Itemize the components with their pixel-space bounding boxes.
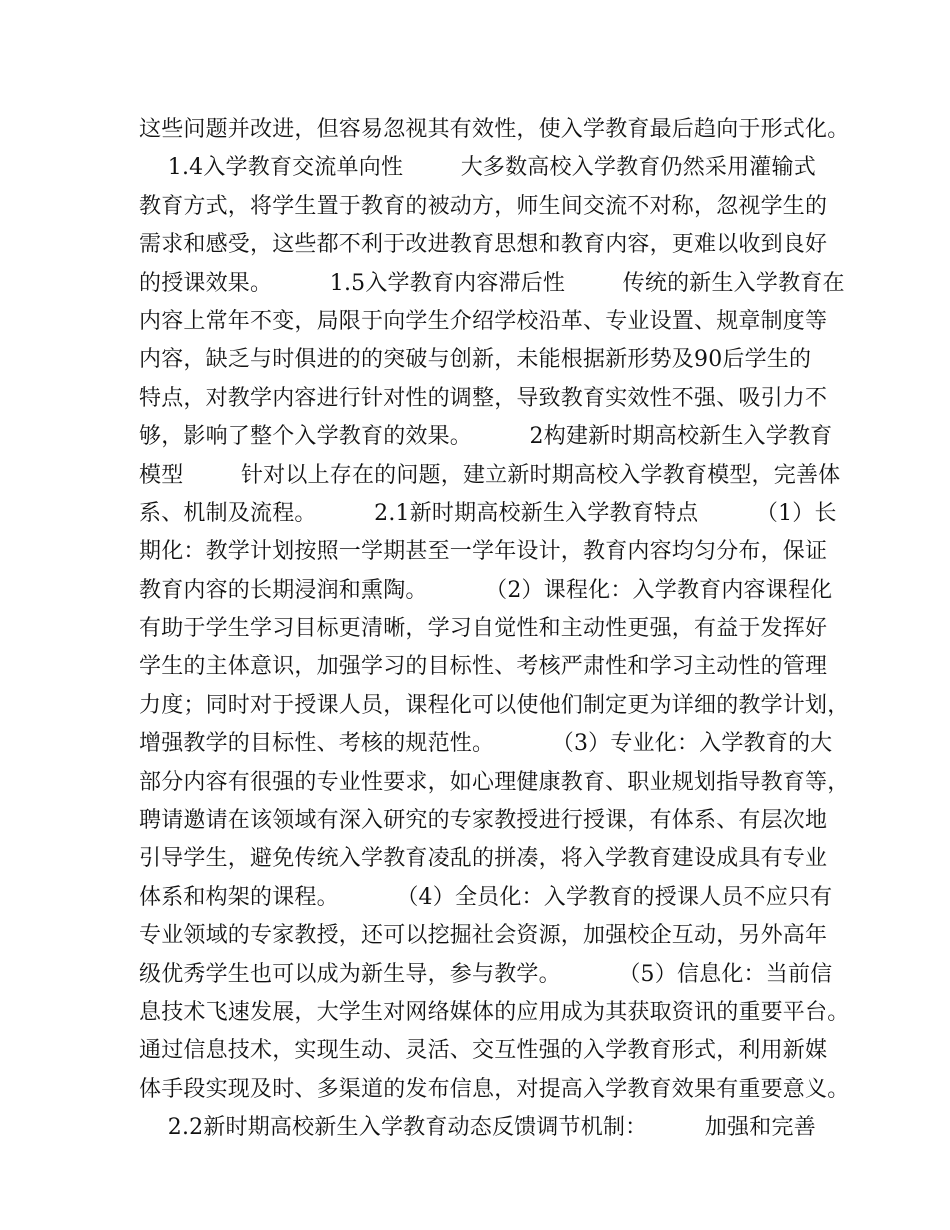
text-line: 需求和感受，这些都不利于改进教育思想和教育内容，更难以收到良好 [139, 232, 828, 258]
text-line: 专业领域的专家教授，还可以挖掘社会资源，加强校企互动，另外高年 [139, 923, 828, 949]
text-line: 2.2新时期高校新生入学教育动态反馈调节机制： 加强和完善 [139, 1115, 816, 1141]
text-line: 级优秀学生也可以成为新生导，参与教学。 （5）信息化：当前信 [139, 961, 833, 987]
text-line: 1.4入学教育交流单向性 大多数高校入学教育仍然采用灌输式 [139, 155, 816, 181]
text-line: 息技术飞速发展，大学生对网络媒体的应用成为其获取资讯的重要平台。 [139, 999, 850, 1025]
text-line: 够，影响了整个入学教育的效果。 2构建新时期高校新生入学教育 [139, 424, 833, 450]
text-line: 引导学生，避免传统入学教育凌乱的拼凑，将入学教育建设成具有专业 [139, 846, 828, 872]
text-line: 教育内容的长期浸润和熏陶。 （2）课程化：入学教育内容课程化 [139, 577, 833, 603]
text-line: 增强教学的目标性、考核的规范性。 （3）专业化：入学教育的大 [139, 731, 833, 757]
text-line: 力度；同时对于授课人员，课程化可以使他们制定更为详细的教学计划， [139, 692, 850, 718]
text-line: 内容上常年不变，局限于向学生介绍学校沿革、专业设置、规章制度等 [139, 308, 828, 334]
body-text [139, 111, 850, 1148]
text-line: 系、机制及流程。 2.1新时期高校新生入学教育特点 （1）长 [139, 500, 837, 526]
text-line: 有助于学生学习目标更清晰，学习自觉性和主动性更强，有益于发挥好 [139, 616, 828, 642]
text-line: 期化：教学计划按照一学期甚至一学年设计，教育内容均匀分布，保证 [139, 539, 828, 565]
text-line: 的授课效果。 1.5入学教育内容滞后性 传统的新生入学教育在 [139, 270, 845, 296]
text-line: 体手段实现及时、多渠道的发布信息，对提高入学教育效果有重要意义。 [139, 1076, 850, 1102]
text-line: 教育方式，将学生置于教育的被动方，师生间交流不对称，忽视学生的 [139, 193, 828, 219]
text-line: 模型 针对以上存在的问题，建立新时期高校入学教育模型，完善体 [139, 462, 841, 488]
text-line: 特点，对教学内容进行针对性的调整，导致教育实效性不强、吸引力不 [139, 385, 828, 411]
text-line: 内容，缺乏与时俱进的的突破与创新，未能根据新形势及90后学生的 [139, 347, 812, 373]
text-line: 这些问题并改进，但容易忽视其有效性，使入学教育最后趋向于形式化。 [139, 117, 850, 142]
text-line: 部分内容有很强的专业性要求，如心理健康教育、职业规划指导教育等， [139, 769, 850, 795]
text-line: 通过信息技术，实现生动、灵活、交互性强的入学教育形式，利用新媒 [139, 1038, 828, 1064]
text-line: 学生的主体意识，加强学习的目标性、考核严肃性和学习主动性的管理 [139, 654, 828, 680]
text-line: 体系和构架的课程。 （4）全员化：入学教育的授课人员不应只有 [139, 884, 833, 910]
text-line: 聘请邀请在该领域有深入研究的专家教授进行授课，有体系、有层次地 [139, 808, 828, 834]
